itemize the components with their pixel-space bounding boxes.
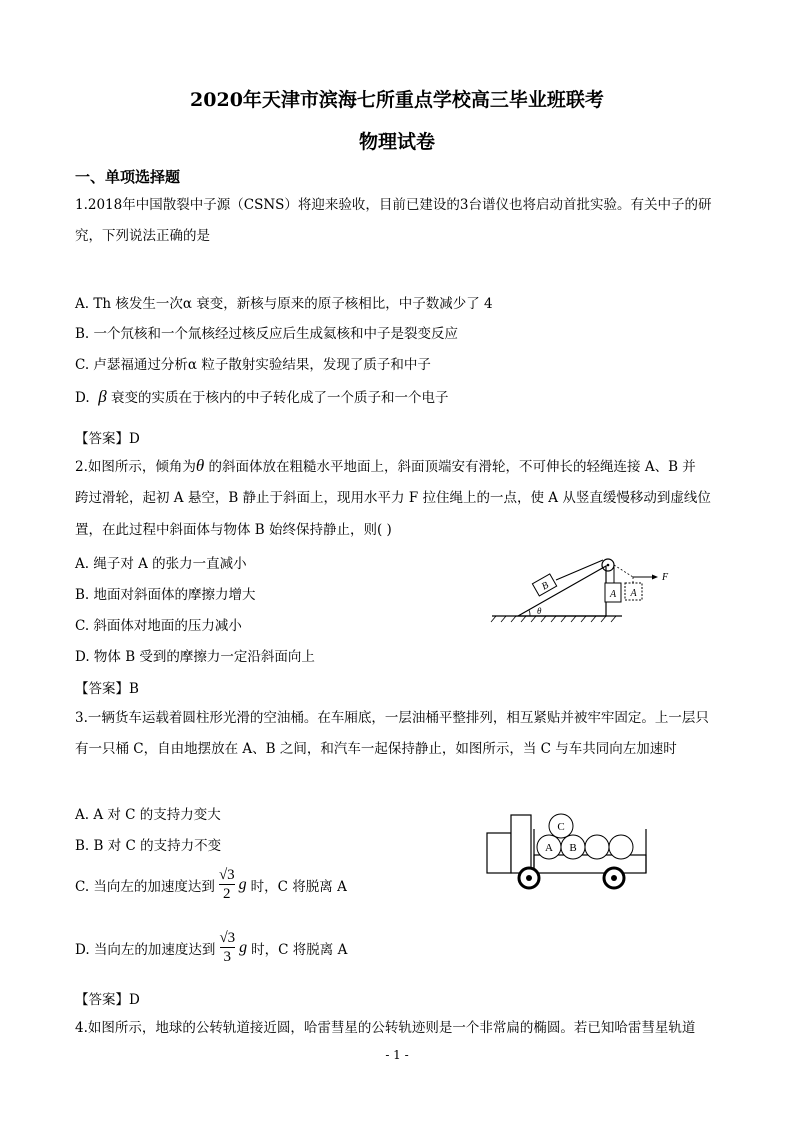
barrel-b-label: B bbox=[569, 842, 577, 854]
block-a-initial-label: A bbox=[609, 589, 617, 600]
barrel-c-label: C bbox=[557, 821, 565, 833]
page-subtitle: 物理试卷 bbox=[358, 131, 435, 153]
q2-option-b: B. 地面对斜面体的摩擦力增大 bbox=[75, 587, 256, 603]
barrel-a-label: A bbox=[545, 842, 553, 854]
fraction-numerator: √3 bbox=[218, 867, 235, 883]
block-b bbox=[532, 574, 556, 596]
fraction-sqrt3-over-2 bbox=[217, 866, 237, 903]
gravity-symbol: g bbox=[238, 875, 247, 893]
rope-slope bbox=[556, 560, 603, 580]
q3-option-a: A. A 对 C 的支持力变大 bbox=[75, 807, 221, 823]
gravity-symbol: g bbox=[239, 938, 248, 956]
beta-symbol: β bbox=[98, 387, 107, 406]
q1-option-d bbox=[75, 386, 449, 407]
page-number: - 1 - bbox=[385, 1048, 409, 1062]
block-a-final-label: A bbox=[630, 588, 637, 599]
truck-barrels-figure bbox=[484, 805, 664, 895]
theta-symbol: θ bbox=[195, 456, 205, 475]
section-heading: 一、单项选择题 bbox=[75, 168, 181, 186]
q2-option-a: A. 绳子对 A 的张力一直减小 bbox=[75, 556, 247, 572]
q1-option-a: A. Th 核发生一次α 衰变，新核与原来的原子核相比，中子数减少了 4 bbox=[75, 296, 493, 312]
truck-cab-lower bbox=[487, 833, 511, 873]
q3-stem-line2: 有一只桶 C，自由地摆放在 A、B 之间，和汽车一起保持静止，如图所示，当 C 与车共同向左加速时 bbox=[75, 741, 677, 757]
q3-option-d-prefix: D. 当向左的加速度达到 bbox=[75, 941, 216, 958]
fraction-denominator: 3 bbox=[220, 947, 236, 966]
q3-answer: 【答案】D bbox=[75, 992, 140, 1008]
q1-option-b: B. 一个氘核和一个氚核经过核反应后生成氦核和中子是裂变反应 bbox=[75, 326, 459, 342]
q2-stem-line2: 跨过滑轮，起初 A 悬空，B 静止于斜面上，现用水平力 F 拉住绳上的一点，使 A 从竖直缓慢移动到虚线位 bbox=[75, 490, 711, 506]
fraction-numerator: √3 bbox=[219, 930, 236, 946]
q3-option-c-prefix: C. 当向左的加速度达到 bbox=[75, 878, 215, 895]
q2-answer: 【答案】B bbox=[75, 681, 139, 697]
q3-option-c-suffix: 时，C 将脱离 A bbox=[250, 878, 347, 895]
q1-option-d-prefix: D. bbox=[75, 390, 90, 406]
q2-stem-line1 bbox=[75, 456, 696, 477]
page-title: 2020年天津市滨海七所重点学校高三毕业班联考 bbox=[190, 89, 604, 111]
fraction-sqrt3-over-3 bbox=[217, 929, 237, 966]
q2-stem-line3: 置，在此过程中斜面体与物体 B 始终保持静止，则( ) bbox=[75, 522, 392, 538]
q2-option-d: D. 物体 B 受到的摩擦力一定沿斜面向上 bbox=[75, 649, 315, 665]
q1-answer: 【答案】D bbox=[75, 431, 140, 447]
q3-option-d bbox=[75, 929, 347, 966]
angle-label: θ bbox=[537, 606, 542, 616]
truck-cab bbox=[511, 815, 531, 873]
rope-dashed bbox=[614, 565, 633, 577]
q2-stem-line1-b: 的斜面体放在粗糙水平地面上，斜面顶端安有滑轮，不可伸长的轻绳连接 A、B 并 bbox=[208, 459, 696, 475]
q4-stem-line1: 4.如图所示，地球的公转轨道接近圆，哈雷彗星的公转轨迹则是一个非常扁的椭圆。若已知哈雷彗星轨道 bbox=[75, 1020, 696, 1036]
q3-option-b: B. B 对 C 的支持力不变 bbox=[75, 838, 222, 854]
q1-stem-line1: 1.2018年中国散裂中子源（CSNS）将迎来验收，目前已建设的3台谱仪也将启动首批实验。有关中子的研 bbox=[75, 197, 712, 213]
force-label: F bbox=[662, 572, 669, 583]
q3-stem-line1: 3.一辆货车运载着圆柱形光滑的空油桶。在车厢底，一层油桶平整排列，相互紧贴并被牢牢固定。上一层只 bbox=[75, 710, 709, 726]
q1-stem-line2: 究，下列说法正确的是 bbox=[75, 228, 210, 244]
incline-body bbox=[518, 566, 606, 616]
block-b-label: B bbox=[539, 579, 551, 593]
q1-option-c: C. 卢瑟福通过分析α 粒子散射实验结果，发现了质子和中子 bbox=[75, 357, 431, 373]
q3-option-c bbox=[75, 866, 347, 903]
ground-hatching bbox=[491, 616, 616, 622]
q1-option-d-text: 衰变的实质在于核内的中子转化成了一个质子和一个电子 bbox=[111, 390, 449, 406]
fraction-denominator: 2 bbox=[219, 884, 235, 903]
q3-option-d-suffix: 时，C 将脱离 A bbox=[251, 941, 348, 958]
incline-pulley-figure bbox=[488, 550, 678, 625]
q2-option-c: C. 斜面体对地面的压力减小 bbox=[75, 618, 242, 634]
q2-stem-line1-a: 2.如图所示，倾角为 bbox=[75, 459, 196, 475]
